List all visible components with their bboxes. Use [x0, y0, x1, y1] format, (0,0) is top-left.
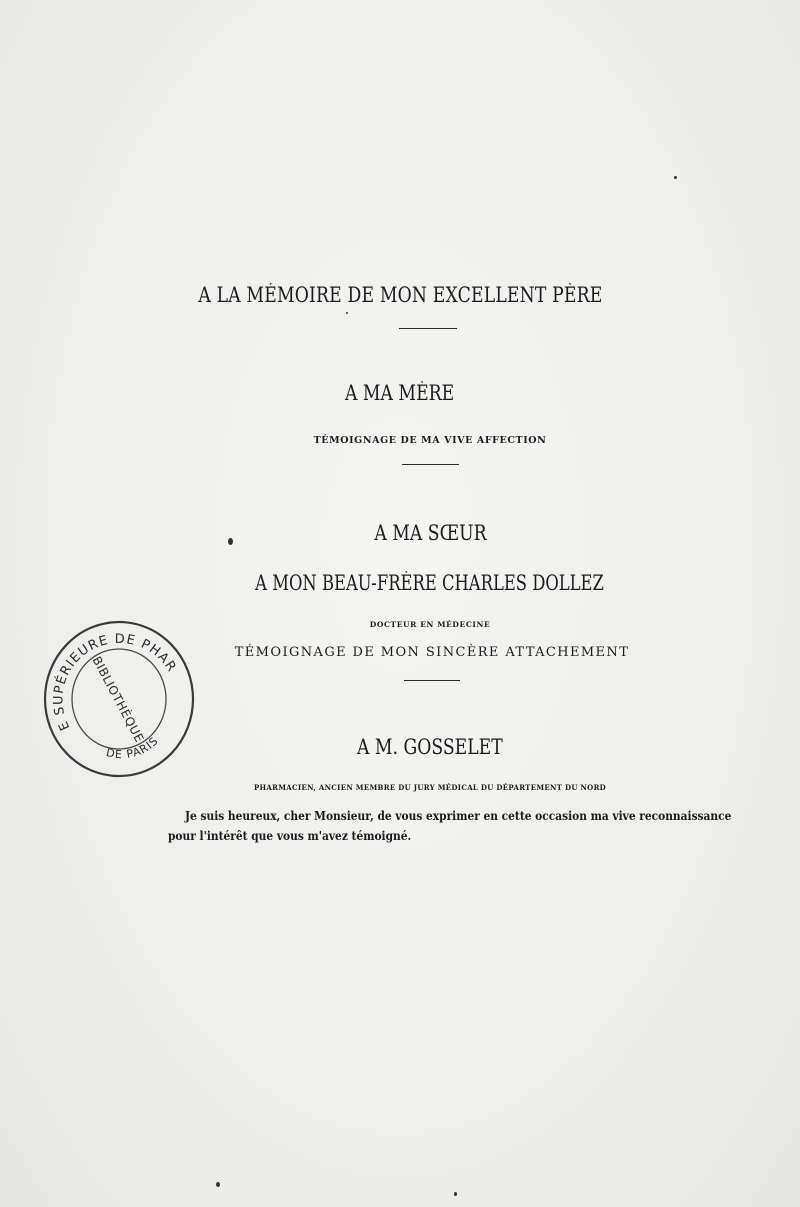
- separator-rule-1: [399, 328, 457, 329]
- gosselet-dedication-text: Je suis heureux, cher Monsieur, de vous exprimer en cette occasion ma vive reconnaissance: [185, 808, 732, 823]
- ink-speck: [228, 538, 233, 545]
- dedication-mother-subtitle: TÉMOIGNAGE DE MA VIVE AFFECTION: [313, 435, 547, 446]
- ink-speck: [454, 1192, 457, 1196]
- ink-speck: [216, 1182, 220, 1187]
- dedication-brother-in-law: A MON BEAU-FRÈRE CHARLES DOLLEZ: [255, 571, 605, 595]
- separator-rule-3: [404, 680, 460, 681]
- stamp-outer-text: ÉCOLE SUPÉRIEURE DE PHARMACIE: [51, 631, 180, 733]
- ink-speck: [346, 312, 348, 314]
- dedication-sister: A MA SŒUR: [373, 521, 487, 545]
- stamp-bottom-text: DE PARIS: [104, 734, 162, 762]
- dedication-mother: A MA MÈRE: [345, 381, 455, 405]
- gosselet-title: PHARMACIEN, ANCIEN MEMBRE DU JURY MÉDICAL DU DÉPARTEMENT DU NORD: [253, 783, 607, 792]
- library-stamp: [40, 618, 198, 780]
- dedication-gosselet: A M. GOSSELET: [357, 735, 503, 759]
- dedication-father: A LA MÉMOIRE DE MON EXCELLENT PÈRE: [197, 283, 603, 307]
- dedication-brother-in-law-subtitle: TÉMOIGNAGE DE MON SINCÈRE ATTACHEMENT: [234, 645, 630, 660]
- brother-in-law-title: DOCTEUR EN MÉDECINE: [369, 620, 491, 629]
- gosselet-dedication-text-2: pour l'intérêt que vous m'avez témoigné.: [168, 828, 412, 843]
- separator-rule-2: [402, 464, 459, 465]
- ink-speck: [674, 176, 677, 179]
- stamp-inner-text: BIBLIOTHÈQUE: [89, 654, 147, 745]
